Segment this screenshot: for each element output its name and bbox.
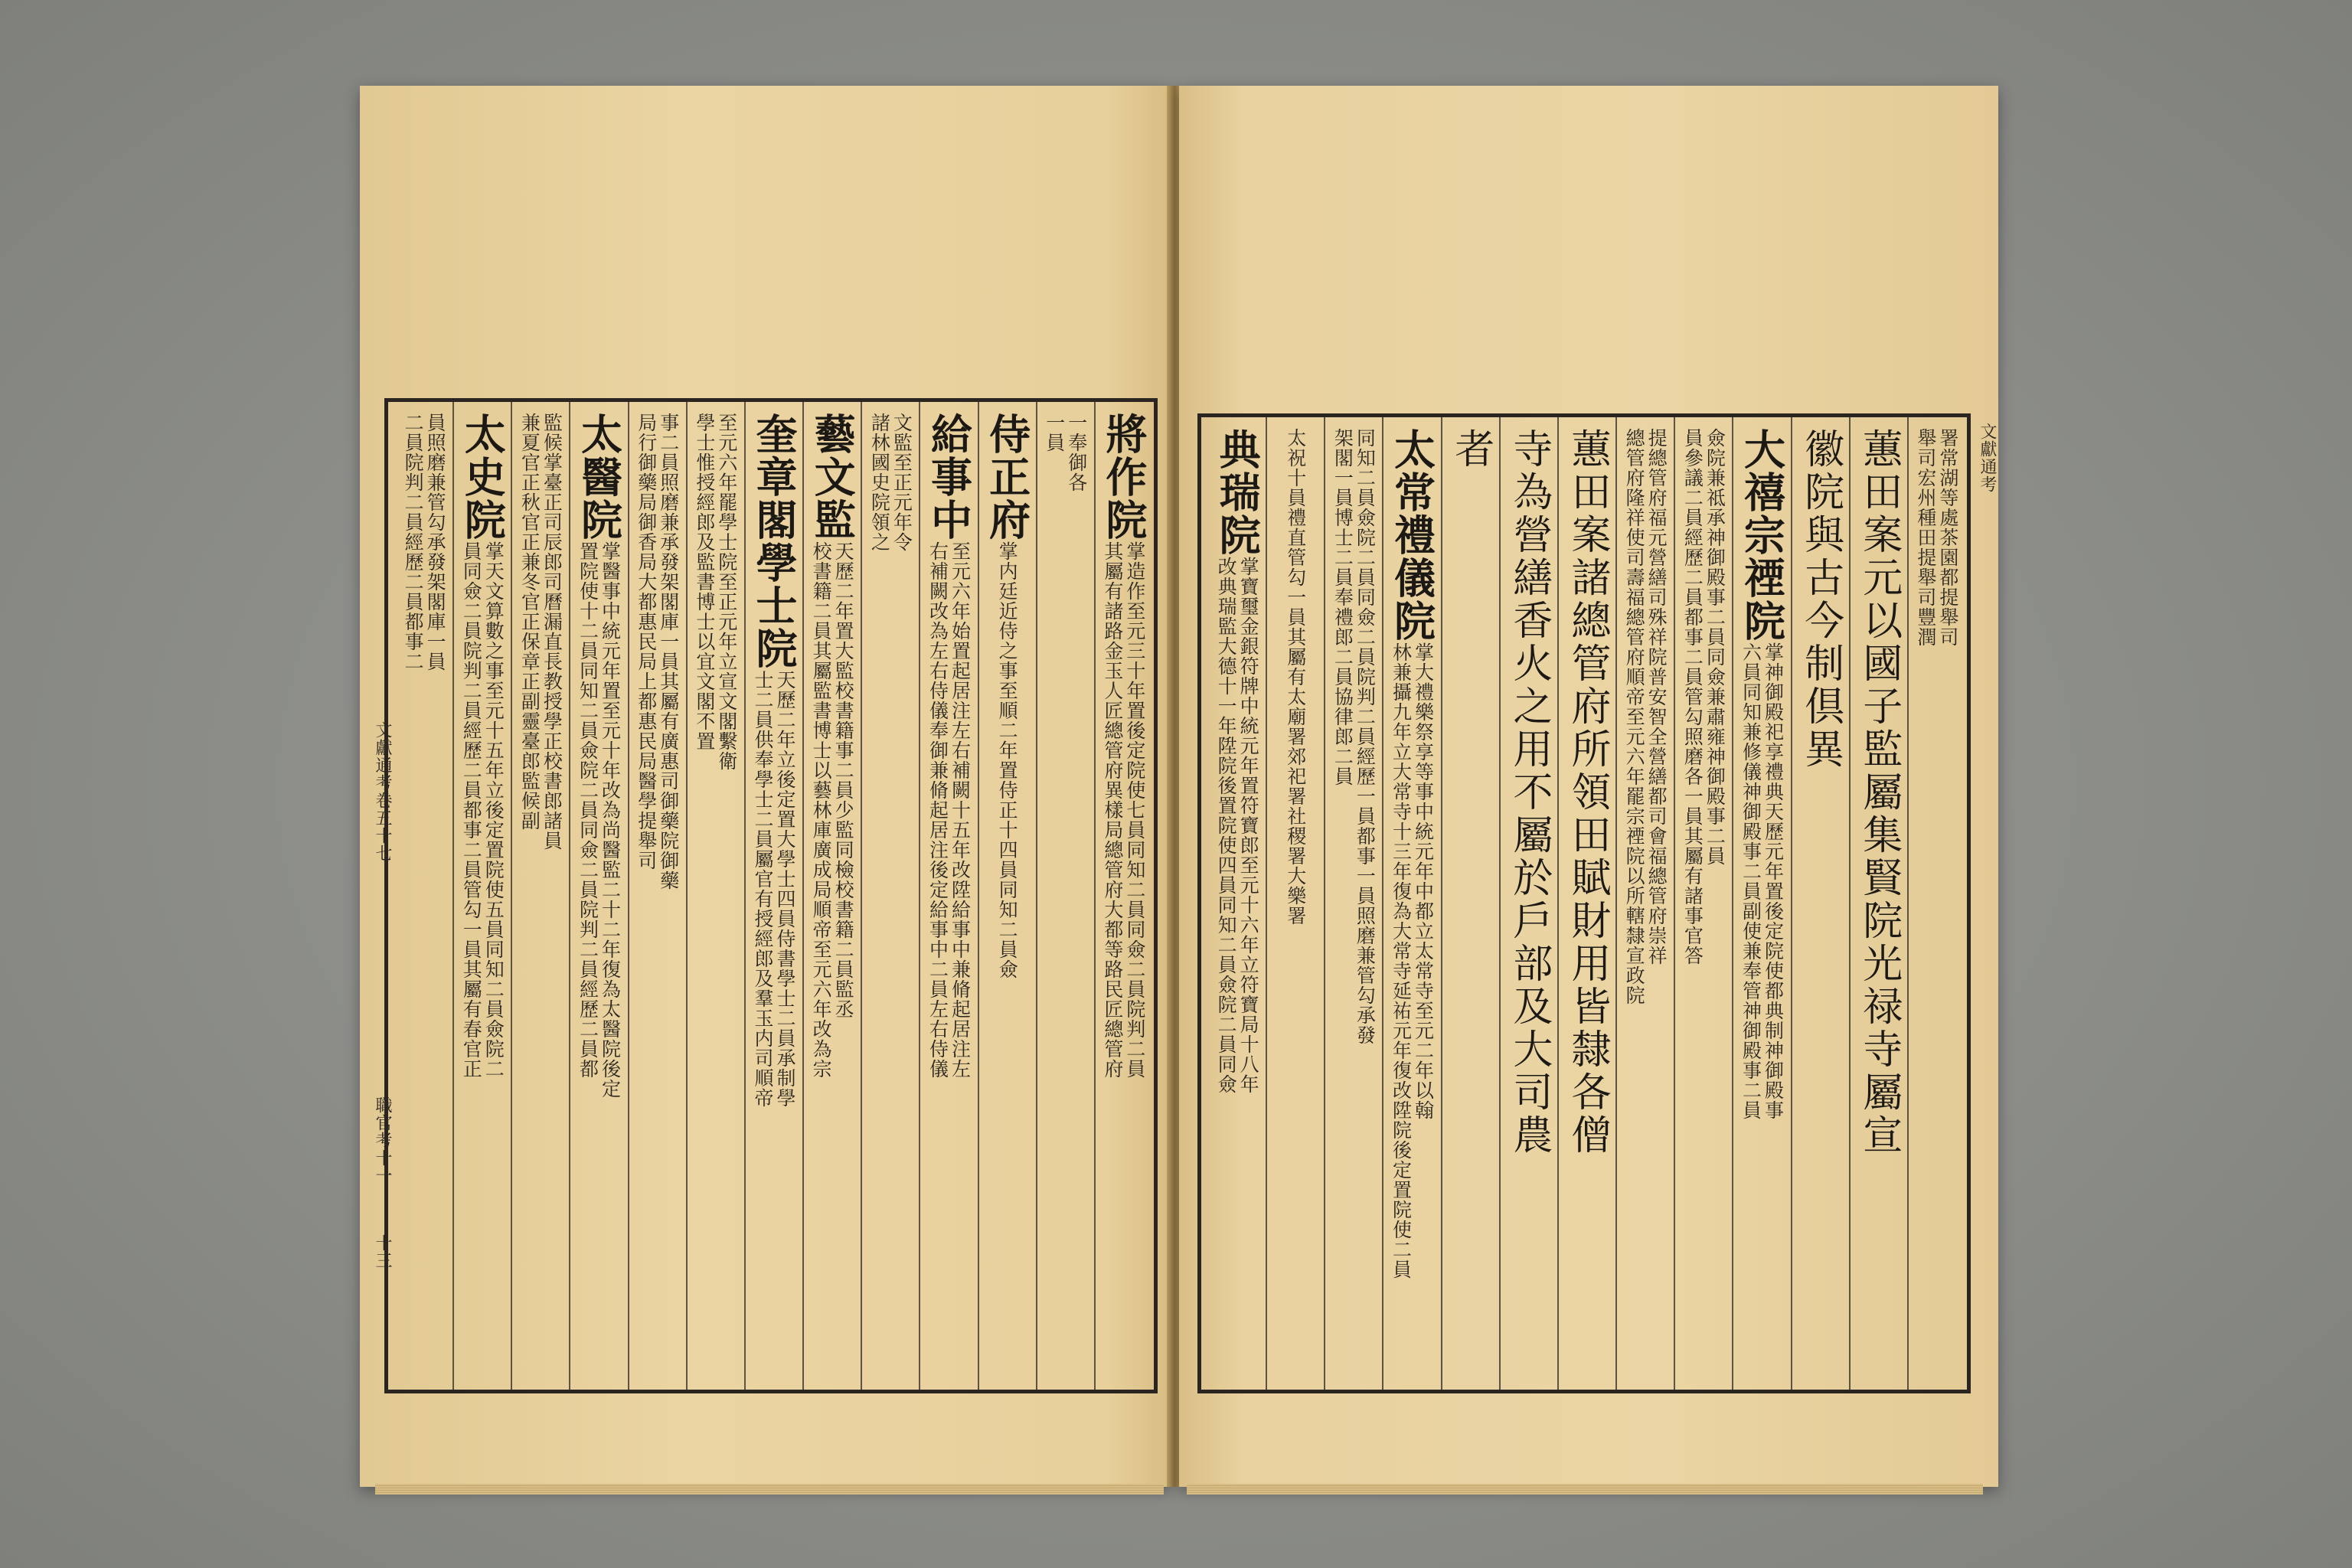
text-column xyxy=(572,413,626,1379)
annotation-lines xyxy=(927,541,970,1079)
annotation-line: 掌造作至元三十年置後定院使七員同知二員同僉二員院判二員 xyxy=(1123,541,1146,1079)
left-folio-title: 文獻通考卷五十七 xyxy=(373,721,392,862)
annotation-line: 六員同知兼修儀神御殿事二員副使兼奉管神御殿事二員 xyxy=(1740,642,1762,1120)
text-column xyxy=(631,413,684,1379)
text-column xyxy=(1852,428,1906,1379)
annotation-lines xyxy=(694,413,737,771)
text-column xyxy=(689,413,743,1379)
column-rule xyxy=(744,402,746,1390)
annotation-lines xyxy=(519,413,562,851)
annotation-line: 士二員供奉學士二員屬官有授經郎及羣玉内司順帝 xyxy=(752,670,774,1108)
annotation-line: 至元六年始置起居注左右補闕十五年改陞給事中兼脩起居注左 xyxy=(949,541,972,1079)
annotation-lines xyxy=(1740,642,1783,1120)
annotation-line: 事二員照磨兼承發架閣庫一員其屬有廣惠司御藥院御藥 xyxy=(657,413,680,890)
text-column xyxy=(1619,428,1672,1379)
annotation-lines xyxy=(578,541,621,1099)
annotation-line: 太祝十員禮直管勾一員其屬有太廟署郊祀署社稷署大樂署 xyxy=(1284,428,1307,926)
text-column xyxy=(1269,428,1322,1379)
annotation-lines xyxy=(1044,413,1087,492)
column-rule xyxy=(628,402,629,1390)
text-column xyxy=(1097,413,1151,1379)
column-rule xyxy=(1441,417,1442,1390)
text-column xyxy=(397,413,451,1379)
left-folio-number: 十三 xyxy=(373,1234,392,1269)
column-rule xyxy=(1791,417,1792,1390)
annotation-line: 掌醫事中統元年置至元十年改為尚醫監二十二年復為太醫院後定 xyxy=(599,541,622,1099)
column-rule xyxy=(861,402,862,1390)
text-column xyxy=(456,413,509,1379)
column-rule xyxy=(1674,417,1675,1390)
column-rule xyxy=(1382,417,1383,1390)
commentary-text: 徽院與古今制倶異 xyxy=(1797,428,1844,771)
text-column xyxy=(1385,428,1439,1379)
text-column xyxy=(1502,428,1556,1379)
column-rule xyxy=(1732,417,1733,1390)
annotation-line: 掌大禮樂祭享等事中統元年中都立太常寺至元二年以翰 xyxy=(1412,642,1435,1120)
annotation-lines xyxy=(1682,428,1725,965)
annotation-line: 諸林國史院領之 xyxy=(868,413,891,552)
annotation-line: 改典瑞監大德十一年陞院後置院使四員同知二員僉院二員同僉 xyxy=(1215,557,1238,1094)
commentary-text: 者 xyxy=(1447,428,1494,471)
column-rule xyxy=(511,402,512,1390)
annotation-line: 總管府隆祥使司壽福總管府順帝至元六年罷宗禋院以所轄隸宣政院 xyxy=(1623,428,1646,1005)
annotation-lines xyxy=(461,541,504,1079)
text-column xyxy=(1327,428,1380,1379)
annotation-lines xyxy=(1332,428,1375,1045)
left-page xyxy=(360,86,1170,1487)
annotation-line: 掌天文算數之事至元十五年立後定置院使五員同知二員僉院二 xyxy=(482,541,505,1079)
column-rule xyxy=(802,402,804,1390)
annotation-line: 舉司宏州種田提舉司豐潤 xyxy=(1914,428,1937,647)
text-column xyxy=(805,413,859,1379)
book-spread xyxy=(360,86,1998,1487)
annotation-lines xyxy=(1916,428,1958,647)
section-heading: 將作院 xyxy=(1099,413,1148,541)
annotation-lines xyxy=(753,670,795,1108)
text-column xyxy=(1210,428,1264,1379)
column-rule xyxy=(1557,417,1559,1390)
annotation-line: 員同僉二員院判二員經歷二員都事二員管勾一員其屬有春官正 xyxy=(460,541,483,1079)
annotation-line: 林兼攝九年立大常寺十三年復為大常寺延祐元年復改陞院後定置院使二員 xyxy=(1390,642,1413,1279)
column-rule xyxy=(452,402,454,1390)
right-text-block xyxy=(1197,413,1971,1393)
annotation-line: 局行御藥局御香局大都惠民局上都惠民局醫學提舉司 xyxy=(635,413,658,871)
text-column xyxy=(1794,428,1847,1379)
annotation-lines xyxy=(403,413,446,671)
annotation-line: 監候掌臺正司辰郎司曆漏直長教授學正校書郎諸員 xyxy=(541,413,564,851)
column-rule xyxy=(1907,417,1909,1390)
annotation-line: 二員院判二員經歷二員都事二 xyxy=(402,413,425,671)
column-rule xyxy=(1266,417,1267,1390)
right-folio-title: 文獻通考 xyxy=(1978,423,1997,493)
text-column xyxy=(747,413,801,1379)
text-column xyxy=(981,413,1034,1379)
section-heading: 太史院 xyxy=(458,413,508,541)
annotation-lines xyxy=(997,541,1018,979)
annotation-line: 至元六年罷學士院至正元年立宣文閣繫衛 xyxy=(715,413,738,771)
annotation-line: 右補闕改為左右侍儀奉御兼脩起居注後定給事中二員左右侍儀 xyxy=(926,541,949,1079)
column-rule xyxy=(1615,417,1617,1390)
column-rule xyxy=(919,402,920,1390)
annotation-line: 一員 xyxy=(1043,413,1066,452)
annotation-line: 兼夏官正秋官正兼冬官正保章正副靈臺郎監候副 xyxy=(518,413,541,831)
commentary-text: 寺為營繕香火之用不屬於戶部及大司農 xyxy=(1505,428,1552,1157)
text-column xyxy=(1560,428,1614,1379)
text-column xyxy=(1910,428,1964,1379)
left-page-edge xyxy=(375,1484,1164,1494)
annotation-line: 天歷二年置大監校書籍事二員少監同檢校書籍二員監丞 xyxy=(832,541,855,1019)
left-folio-section: 職官考十一 xyxy=(373,1096,392,1184)
section-heading: 藝文監 xyxy=(808,413,858,541)
annotation-line: 員照磨兼管勾承發架閣庫一員 xyxy=(424,413,447,671)
annotation-line: 掌神御殿祀享禮典天歷元年置後定院使都典制神御殿事 xyxy=(1762,642,1785,1120)
text-column xyxy=(864,413,917,1379)
annotation-line: 一奉御各 xyxy=(1065,413,1088,492)
annotation-line: 其屬有諸路金玉人匠總管府異樣局總管府大都等路民匠總管府 xyxy=(1101,541,1124,1079)
column-rule xyxy=(1849,417,1851,1390)
annotation-lines xyxy=(1216,557,1259,1094)
annotation-line: 天歷二年立後定置大學士四員侍書學士二員承制學 xyxy=(774,670,796,1108)
right-page-edge xyxy=(1187,1484,1983,1494)
annotation-line: 掌寶璽金銀符牌中統元年置符寶郎至元十六年立符寶局十八年 xyxy=(1237,557,1260,1094)
annotation-lines xyxy=(1391,642,1434,1279)
text-column xyxy=(1039,413,1093,1379)
annotation-line: 置院使十二員同知二員僉院二員同僉二員院判二員經歷二員都 xyxy=(577,541,599,1079)
section-heading: 大禧宗禋院 xyxy=(1737,428,1787,642)
section-heading: 給事中 xyxy=(924,413,974,541)
column-rule xyxy=(1499,417,1501,1390)
annotation-line: 員參議二員經歷二員都事二員管勾照磨各一員其屬有諸事官答 xyxy=(1681,428,1704,965)
text-column xyxy=(1444,428,1498,1379)
commentary-text: 蕙田案元以國子監屬集賢院光禄寺屬宣 xyxy=(1855,428,1902,1157)
annotation-line: 學士惟授經郎及監書博士以宜文閣不置 xyxy=(693,413,716,751)
annotation-line: 文監至正元年令 xyxy=(890,413,913,552)
annotation-lines xyxy=(1624,428,1667,1005)
annotation-line: 掌内廷近侍之事至順二年置侍正十四員同知二員僉 xyxy=(996,541,1019,979)
commentary-text: 蕙田案諸總管府所領田賦財用皆隸各僧 xyxy=(1564,428,1610,1157)
annotation-line: 提總管府福元營繕司殊祥院普安智全營繕都司會福總管府崇祥 xyxy=(1645,428,1668,965)
annotation-lines xyxy=(869,413,912,552)
column-rule xyxy=(1036,402,1037,1390)
left-text-block xyxy=(384,398,1158,1393)
column-rule xyxy=(569,402,570,1390)
section-heading: 太常禮儀院 xyxy=(1387,428,1437,642)
annotation-line: 同知二員僉院二員同僉二員院判二員經歷一員都事一員照磨兼管勾承發 xyxy=(1354,428,1377,1045)
section-heading: 奎章閣學士院 xyxy=(750,413,799,670)
annotation-lines xyxy=(811,541,854,1079)
section-heading: 太醫院 xyxy=(574,413,624,541)
text-column xyxy=(922,413,975,1379)
text-column xyxy=(514,413,567,1379)
text-column xyxy=(1677,428,1730,1379)
right-page xyxy=(1179,86,1998,1487)
annotation-line: 僉院兼祗承神御殿事二員同僉兼肅雍神御殿事二員 xyxy=(1704,428,1726,866)
column-rule xyxy=(1324,417,1325,1390)
column-rule xyxy=(1094,402,1096,1390)
text-column xyxy=(1735,428,1788,1379)
annotation-line: 架閣一員博士二員奉禮郎二員協律郎二員 xyxy=(1331,428,1354,786)
annotation-lines xyxy=(636,413,679,890)
annotation-line: 署常湖等處茶園都提舉司 xyxy=(1936,428,1959,647)
column-rule xyxy=(686,402,688,1390)
annotation-line: 校書籍二員其屬監書博士以藝林庫廣成局順帝至元六年改為宗 xyxy=(810,541,833,1079)
annotation-lines xyxy=(1102,541,1145,1079)
annotation-lines xyxy=(1285,428,1306,926)
section-heading: 侍正府 xyxy=(982,413,1032,541)
column-rule xyxy=(978,402,979,1390)
section-heading: 典瑞院 xyxy=(1213,428,1263,557)
